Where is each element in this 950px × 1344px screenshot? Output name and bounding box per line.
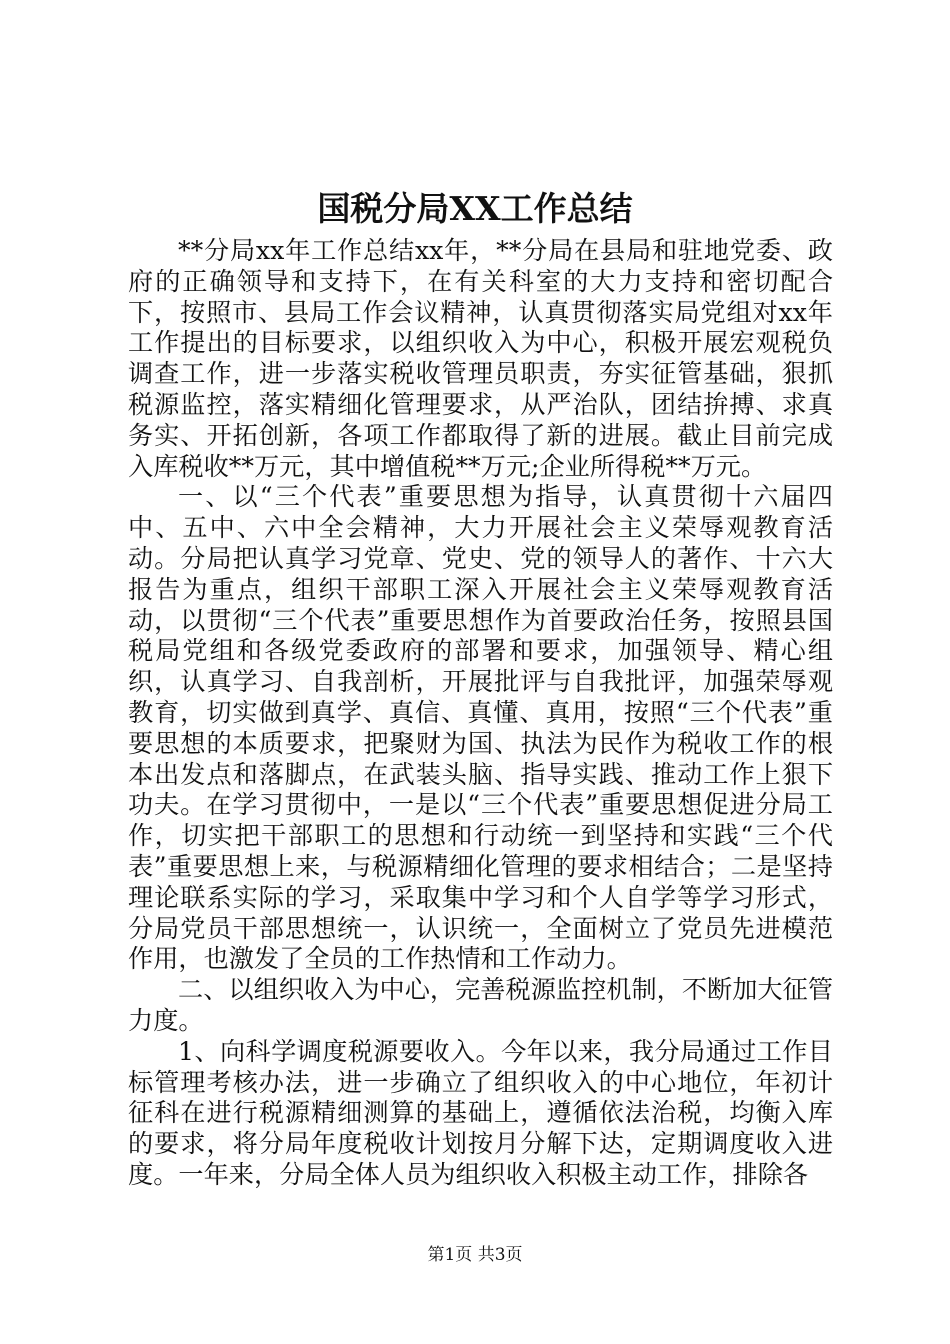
- paragraph-section-2-item-1: 1、向科学调度税源要收入。今年以来，我分局通过工作目标管理考核办法，进一步确立了组织收入的中心地位，年初计征科在进行税源精细测算的基础上，遵循依法治税，均衡入库的要求，将分局年度税收计划按月分解下达，定期调度收入进度。一年来，分局全体人员为组织收入积极主动工作，排除各: [128, 1036, 833, 1189]
- paragraph-section-2-heading: 二、以组织收入为中心，完善税源监控机制，不断加大征管力度。: [128, 975, 833, 1035]
- page-footer: 第1页 共3页: [427, 1245, 523, 1265]
- paragraph-section-1: 一、以“三个代表”重要思想为指导，认真贯彻十六届四中、五中、六中全会精神，大力开展社会主义荣辱观教育活动。分局把认真学习党章、党史、党的领导人的著作、十六大报告为重点，组织干部职工深入开展社会主义荣辱观教育活动，以贯彻“三个代表”重要思想作为首要政治任务，按照县国税局党组和各级党委政府的部署和要求，加强领导、精心组织，认真学习、自我剖析，开展批评与自我批评，加强荣辱观教育，切实做到真学、真信、真懂、真用，按照“三个代表”重要思想的本质要求，把聚财为国、执法为民作为税收工作的根本出发点和落脚点，在武装头脑、指导实践、推动工作上狠下功夫。在学习贯彻中，一是以“三个代表”重要思想促进分局工作，切实把干部职工的思想和行动统一到坚持和实践“三个代表”重要思想上来，与税源精细化管理的要求相结合；二是坚持理论联系实际的学习，采取集中学习和个人自学等学习形式，分局党员干部思想统一，认识统一，全面树立了党员先进模范作用，也激发了全员的工作热情和工作动力。: [128, 482, 833, 974]
- document-body: [128, 236, 833, 1191]
- paragraph-intro: **分局xx年工作总结xx年，**分局在县局和驻地党委、政府的正确领导和支持下，在有关科室的大力支持和密切配合下，按照市、县局工作会议精神，认真贯彻落实局党组对xx年工作提出的目标要求，以组织收入为中心，积极开展宏观税负调查工作，进一步落实税收管理员职责，夯实征管基础，狠抓税源监控，落实精细化管理要求，从严治队，团结拚搏、求真务实、开拓创新，各项工作都取得了新的进展。截止目前完成入库税收**万元，其中增值税**万元;企业所得税**万元。: [128, 236, 833, 481]
- document-title: 国税分局XX工作总结: [317, 189, 633, 228]
